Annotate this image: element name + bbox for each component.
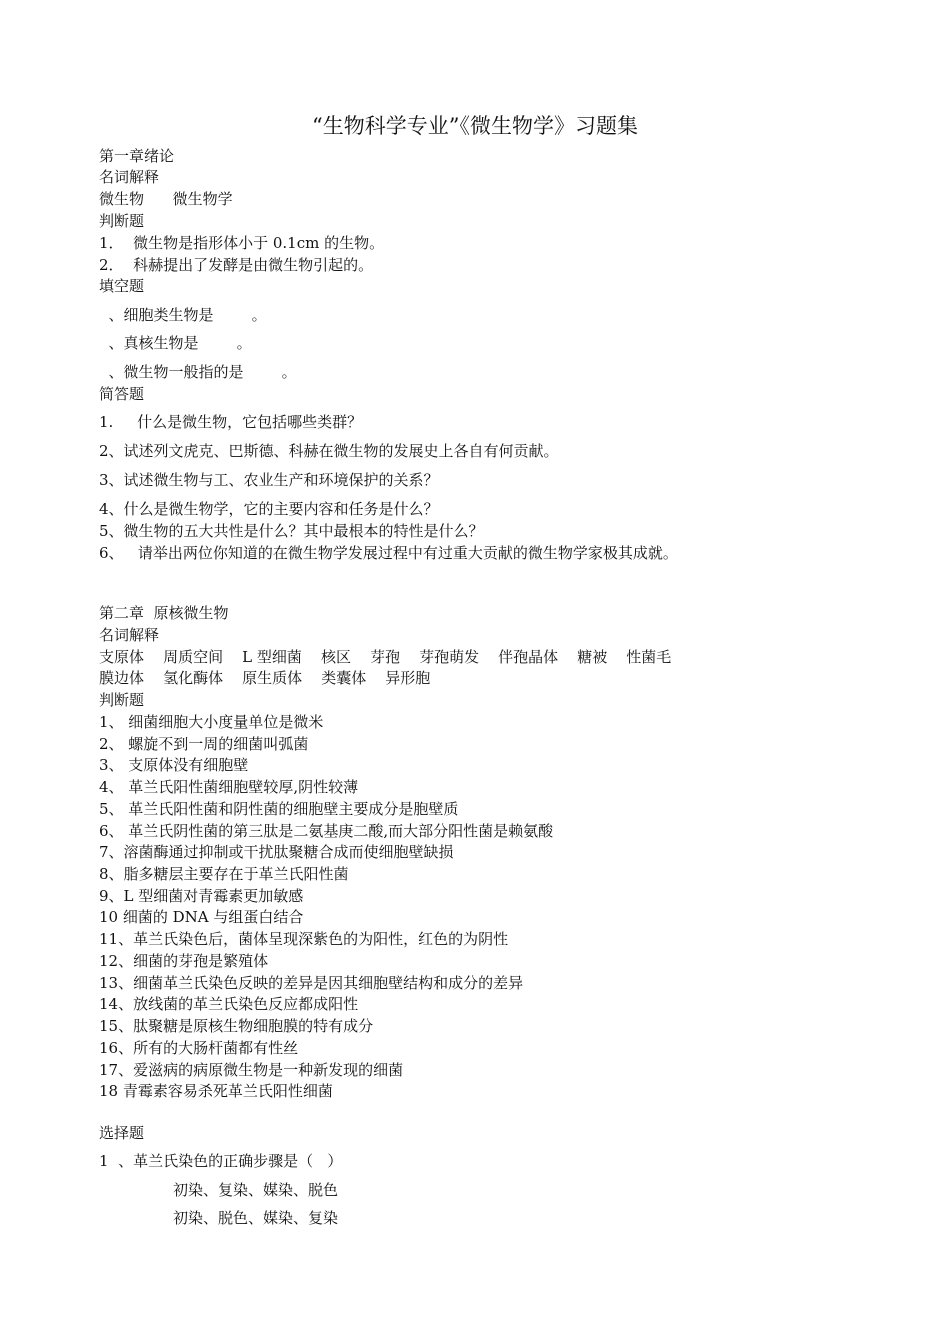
chapter2-tf-item: 6、 革兰氏阴性菌的第三肽是二氨基庚二酸,而大部分阳性菌是赖氨酸: [99, 822, 554, 840]
chapter1-fill-item: 、微生物一般指的是 。: [99, 363, 297, 381]
chapter2-mc-question: 1 、革兰氏染色的正确步骤是（ ）: [99, 1152, 343, 1170]
chapter2-tf-item: 12、细菌的芽孢是繁殖体: [99, 952, 269, 970]
chapter1-short-item: 1. 什么是微生物，它包括哪些类群？: [99, 413, 363, 431]
chapter1-short-item: 5、微生物的五大共性是什么？其中最根本的特性是什么？: [99, 522, 484, 540]
chapter1-tf-item: 1． 微生物是指形体小于 0.1cm 的生物。: [99, 234, 385, 252]
chapter1-terms: 微生物 微生物学: [99, 190, 233, 208]
chapter1-tf-label: 判断题: [99, 212, 145, 230]
chapter2-tf-item: 10 细菌的 DNA 与组蛋白结合: [99, 908, 304, 926]
chapter1-tf-item: 2． 科赫提出了发酵是由微生物引起的。: [99, 256, 374, 274]
document-title: “生物科学专业”《微生物学》习题集: [312, 114, 638, 138]
chapter1-fill-label: 填空题: [99, 277, 145, 295]
chapter1-fill-item: 、细胞类生物是 。: [99, 306, 267, 324]
chapter2-heading: 第二章 原核微生物: [99, 604, 229, 622]
chapter2-tf-item: 4、 革兰氏阳性菌细胞壁较厚,阴性较薄: [99, 778, 359, 796]
chapter2-terms-line: 膜边体 氢化酶体 原生质体 类囊体 异形胞: [99, 669, 431, 687]
chapter2-tf-item: 8、脂多糖层主要存在于革兰氏阳性菌: [99, 865, 349, 883]
chapter2-tf-item: 15、肽聚糖是原核生物细胞膜的特有成分: [99, 1017, 374, 1035]
chapter1-short-item: 4、什么是微生物学，它的主要内容和任务是什么？: [99, 500, 439, 518]
chapter2-terms-line: 支原体 周质空间 L 型细菌 核区 芽孢 芽孢萌发 伴孢晶体 糖被 性菌毛: [99, 648, 672, 666]
chapter2-tf-item: 5、 革兰氏阳性菌和阴性菌的细胞壁主要成分是胞壁质: [99, 800, 459, 818]
chapter2-tf-item: 11、革兰氏染色后，菌体呈现深紫色的为阳性，红色的为阴性: [99, 930, 509, 948]
chapter1-terms-label: 名词解释: [99, 168, 160, 186]
chapter1-short-item: 3、试述微生物与工、农业生产和环境保护的关系？: [99, 471, 439, 489]
chapter1-heading: 第一章绪论: [99, 147, 175, 165]
chapter2-tf-item: 1、 细菌细胞大小度量单位是微米: [99, 713, 324, 731]
chapter1-short-item: 6、 请举出两位你知道的在微生物学发展过程中有过重大贡献的微生物学家极其成就。: [99, 544, 678, 562]
chapter1-fill-item: 、真核生物是 。: [99, 334, 252, 352]
chapter2-tf-item: 16、所有的大肠杆菌都有性丝: [99, 1039, 299, 1057]
chapter2-mc-option: 初染、复染、媒染、脱色: [173, 1181, 339, 1199]
chapter2-tf-item: 17、爱滋病的病原微生物是一种新发现的细菌: [99, 1061, 404, 1079]
chapter2-mc-label: 选择题: [99, 1124, 145, 1142]
chapter2-tf-item: 2、 螺旋不到一周的细菌叫弧菌: [99, 735, 309, 753]
chapter2-tf-item: 18 青霉素容易杀死革兰氏阳性细菌: [99, 1082, 333, 1100]
chapter2-tf-item: 9、L 型细菌对青霉素更加敏感: [99, 887, 304, 905]
chapter2-mc-option: 初染、脱色、媒染、复染: [173, 1209, 339, 1227]
chapter2-tf-item: 13、细菌革兰氏染色反映的差异是因其细胞壁结构和成分的差异: [99, 974, 524, 992]
chapter1-short-item: 2、试述列文虎克、巴斯德、科赫在微生物的发展史上各自有何贡献。: [99, 442, 559, 460]
chapter1-short-label: 简答题: [99, 385, 145, 403]
chapter2-tf-item: 7、溶菌酶通过抑制或干扰肽聚糖合成而使细胞壁缺损: [99, 843, 454, 861]
chapter2-terms-label: 名词解释: [99, 626, 160, 644]
chapter2-tf-label: 判断题: [99, 691, 145, 709]
chapter2-tf-item: 14、放线菌的革兰氏染色反应都成阳性: [99, 995, 359, 1013]
chapter2-tf-item: 3、 支原体没有细胞壁: [99, 756, 249, 774]
